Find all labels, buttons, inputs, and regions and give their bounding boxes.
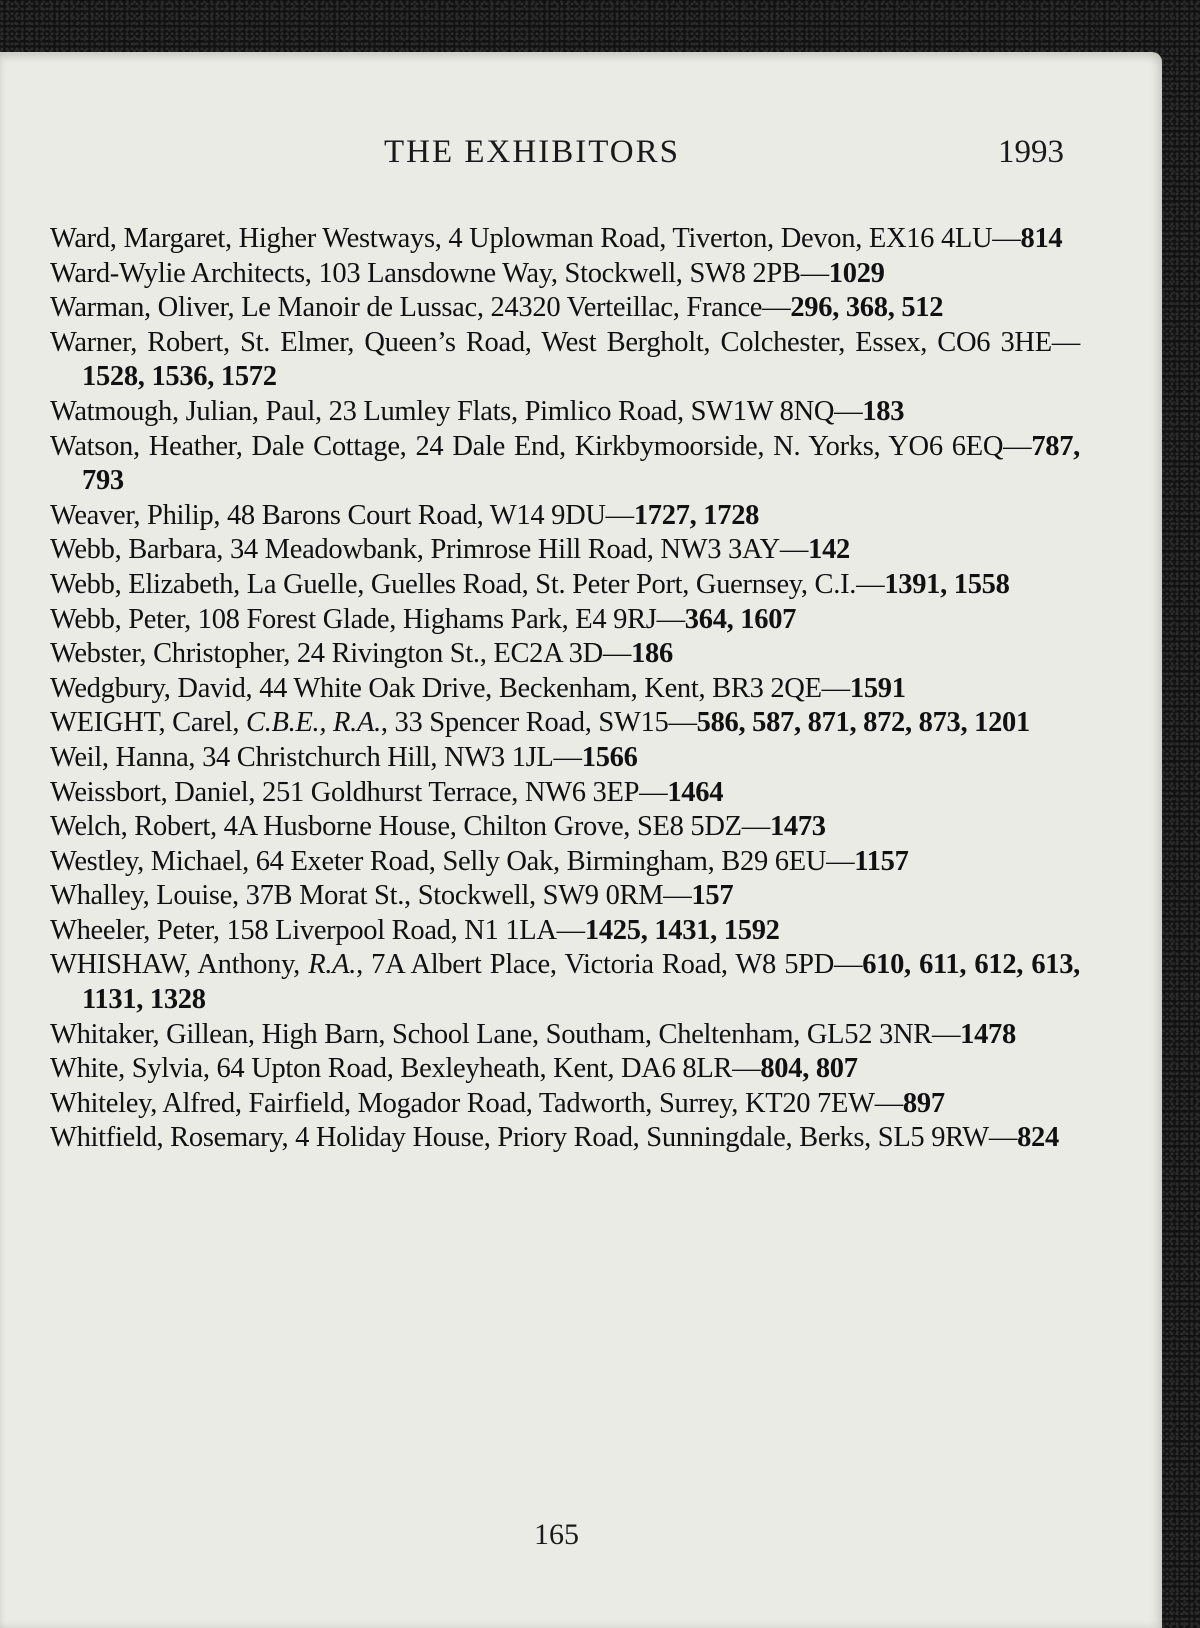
- page-number: 165: [534, 1518, 579, 1551]
- exhibitor-entry: Whitfield, Rosemary, 4 Holiday House, Priory Road, Sunningdale, Berks, SL5 9RW—824: [50, 1122, 1059, 1154]
- exhibitor-entry: Webster, Christopher, 24 Rivington St., EC2A 3D—186: [50, 638, 673, 670]
- exhibitor-entry: Wheeler, Peter, 158 Liverpool Road, N1 1LA—1425, 1431, 1592: [50, 914, 780, 946]
- exhibitor-entry: Weissbort, Daniel, 251 Goldhurst Terrace, NW6 3EP—1464: [50, 776, 724, 808]
- exhibitor-entry: Webb, Barbara, 34 Meadowbank, Primrose Hill Road, NW3 3AY—142: [50, 534, 850, 566]
- exhibitor-entry: Whitaker, Gillean, High Barn, School Lane, Southam, Cheltenham, GL52 3NR—1478: [50, 1018, 1016, 1050]
- exhibitor-entry: Ward, Margaret, Higher Westways, 4 Uplowman Road, Tiverton, Devon, EX16 4LU—814: [50, 223, 1063, 254]
- exhibitor-entry: Whiteley, Alfred, Fairfield, Mogador Road, Tadworth, Surrey, KT20 7EW—897: [50, 1087, 945, 1119]
- exhibitor-entry: Watmough, Julian, Paul, 23 Lumley Flats, Pimlico Road, SW1W 8NQ—183: [50, 395, 905, 427]
- header-year: 1993: [998, 134, 1064, 170]
- exhibitor-entry: Weil, Hanna, 34 Christchurch Hill, NW3 1JL—1566: [50, 741, 638, 773]
- exhibitor-entry: Weaver, Philip, 48 Barons Court Road, W14 9DU—1727, 1728: [50, 499, 760, 531]
- exhibitor-entry: Warman, Oliver, Le Manoir de Lussac, 24320 Verteillac, France—296, 368, 512: [50, 292, 944, 324]
- book-page: [0, 52, 1162, 1628]
- exhibitor-list: [50, 222, 1080, 1156]
- exhibitor-entry: Welch, Robert, 4A Husborne House, Chilton Grove, SE8 5DZ—1473: [50, 811, 826, 843]
- exhibitor-entry: Watson, Heather, Dale Cottage, 24 Dale End, Kirkbymoorside, N. Yorks, YO6 6EQ—787, 793: [50, 430, 1080, 497]
- exhibitor-entry: Ward-Wylie Architects, 103 Lansdowne Way, Stockwell, SW8 2PB—1029: [50, 257, 885, 289]
- exhibitor-entry: WEIGHT, Carel, C.B.E., R.A., 33 Spencer Road, SW15—586, 587, 871, 872, 873, 1201: [50, 707, 1030, 739]
- running-title: THE EXHIBITORS: [384, 134, 680, 170]
- page-header: [0, 134, 1100, 174]
- exhibitor-entry: Whalley, Louise, 37B Morat St., Stockwell, SW9 0RM—157: [50, 880, 734, 912]
- exhibitor-entry: WHISHAW, Anthony, R.A., 7A Albert Place, Victoria Road, W8 5PD—610, 611, 612, 613, 1131, 1328: [50, 949, 1080, 1016]
- exhibitor-entry: Wedgbury, David, 44 White Oak Drive, Beckenham, Kent, BR3 2QE—1591: [50, 672, 906, 704]
- exhibitor-entry: Warner, Robert, St. Elmer, Queen’s Road, West Bergholt, Colchester, Essex, CO6 3HE—1528, 1536, 1572: [50, 326, 1080, 393]
- exhibitor-entry: Webb, Peter, 108 Forest Glade, Highams Park, E4 9RJ—364, 1607: [50, 603, 797, 635]
- exhibitor-entry: White, Sylvia, 64 Upton Road, Bexleyheath, Kent, DA6 8LR—804, 807: [50, 1053, 858, 1085]
- exhibitor-entry: Westley, Michael, 64 Exeter Road, Selly Oak, Birmingham, B29 6EU—1157: [50, 845, 909, 877]
- exhibitor-entry: Webb, Elizabeth, La Guelle, Guelles Road, St. Peter Port, Guernsey, C.I.—1391, 1558: [50, 568, 1010, 600]
